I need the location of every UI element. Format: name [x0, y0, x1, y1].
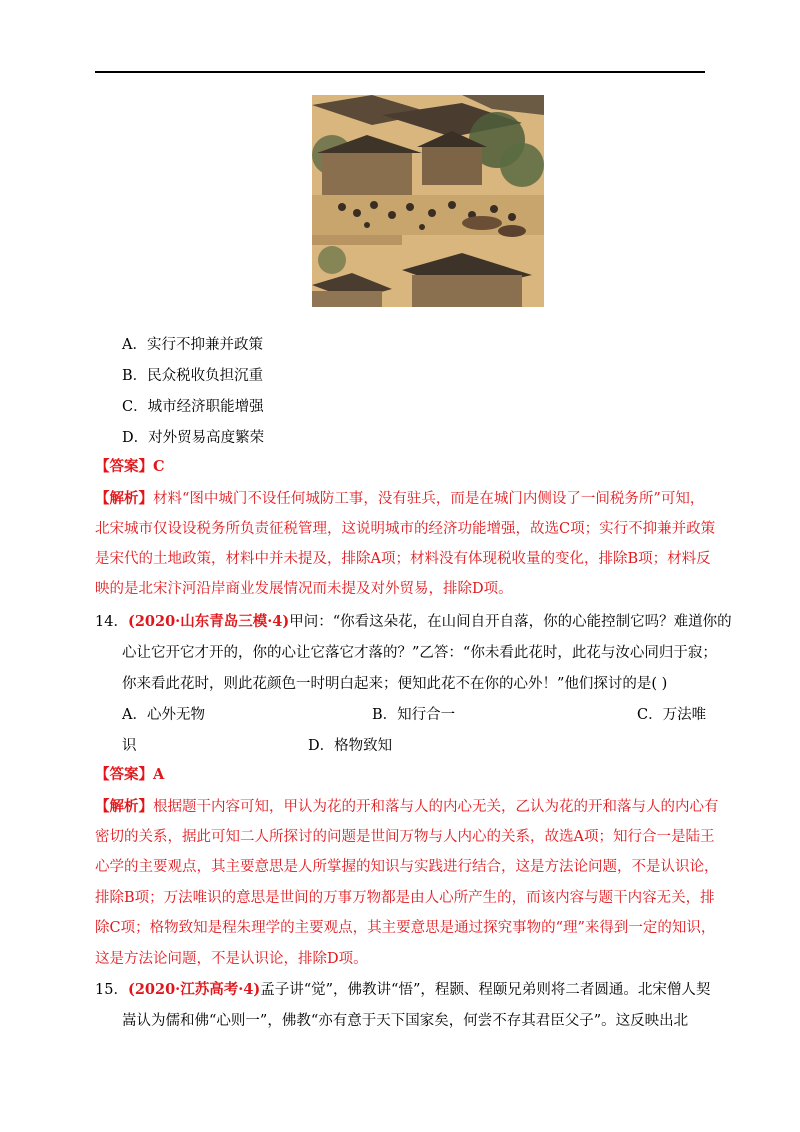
question-source: (2020·江苏高考·4) [127, 981, 261, 998]
q14-answer [95, 765, 164, 785]
q13-answer [95, 457, 165, 477]
q13-option-d: D．对外贸易高度繁荣 [122, 430, 265, 446]
q14-stem-line-1: 14．(2020·山东青岛三模·4)甲问：“你看这朵花，在山间自开自落，你的心能控制它吗？难道你的 [95, 613, 732, 630]
q15-stem-line-1: 15．(2020·江苏高考·4)孟子讲“觉”，佛教讲“悟”，程颢、程颐兄弟则将二者圆通。北宋僧人契 [95, 981, 711, 998]
q13-analysis-line-1: 【解析】材料“图中城门不设任何城防工事，没有驻兵，而是在城门内侧设了一间税务所”可知， [95, 490, 705, 507]
q13-option-c: C．城市经济职能增强 [122, 399, 264, 415]
analysis-label: 【解析】 [95, 798, 153, 815]
answer-label: 【答案】 [95, 458, 153, 475]
answer-value: A [153, 766, 165, 783]
q14-analysis-line-3: 心学的主要观点，其主要意思是人所掌握的知识与实践进行结合，这是方法论问题，不是认识论， [95, 859, 719, 875]
q14-option-c: C．万法唯 [637, 707, 707, 723]
header-rule [95, 71, 705, 73]
q13-option-b: B．民众税收负担沉重 [122, 368, 264, 384]
q14-analysis-line-5: 除C项；格物致知是程朱理学的主要观点，其主要意思是通过探究事物的“理”来得到一定的知识， [95, 920, 716, 936]
question-number: 15． [95, 982, 128, 998]
q13-option-a: A．实行不抑兼并政策 [122, 337, 263, 353]
q15-stem-line-2: 嵩认为儒和佛“心则一”，佛教“亦有意于天下国家矣，何尝不存其君臣父子”。这反映出北 [122, 1013, 689, 1029]
q14-analysis-line-4: 排除B项；万法唯识的意思是世间的万事万物都是由人心所产生的，而该内容与题干内容无关，排 [95, 890, 715, 906]
q14-option-d: D．格物致知 [308, 738, 393, 754]
analysis-label: 【解析】 [95, 490, 153, 507]
question-source: (2020·山东青岛三模·4) [127, 613, 290, 630]
q14-analysis-line-1: 【解析】根据题干内容可知，甲认为花的开和落与人的内心无关，乙认为花的开和落与人的内心有 [95, 798, 719, 815]
q13-analysis-line-2: 北宋城市仅设设税务所负责征税管理，这说明城市的经济功能增强，故选C项；实行不抑兼并政策 [95, 521, 716, 537]
q14-option-a: A．心外无物 [122, 707, 205, 723]
qingming-painting-image [312, 95, 544, 307]
q14-stem-line-2: 心让它开它才开的，你的心让它落它才落的？”乙答：“你未看此花时，此花与汝心同归于寂； [122, 645, 717, 661]
q14-analysis-line-2: 密切的关系，据此可知二人所探讨的问题是世间万物与人内心的关系，故选A项；知行合一是陆王 [95, 829, 715, 845]
q13-analysis-line-4: 映的是北宋汴河沿岸商业发展情况而未提及对外贸易，排除D项。 [95, 581, 513, 597]
q14-stem-line-3: 你来看此花时，则此花颜色一时明白起来；便知此花不在你的心外！”他们探讨的是( ) [122, 676, 668, 692]
q13-analysis-line-3: 是宋代的土地政策，材料中并未提及，排除A项；材料没有体现税收量的变化，排除B项；材料反 [95, 551, 711, 567]
question-number: 14． [95, 614, 128, 630]
answer-value: C [153, 458, 165, 475]
q14-analysis-line-6: 这是方法论问题，不是认识论，排除D项。 [95, 951, 368, 967]
q14-option-b: B．知行合一 [372, 707, 456, 723]
answer-label: 【答案】 [95, 766, 153, 783]
q14-option-c-wrap: 识 [122, 738, 137, 754]
